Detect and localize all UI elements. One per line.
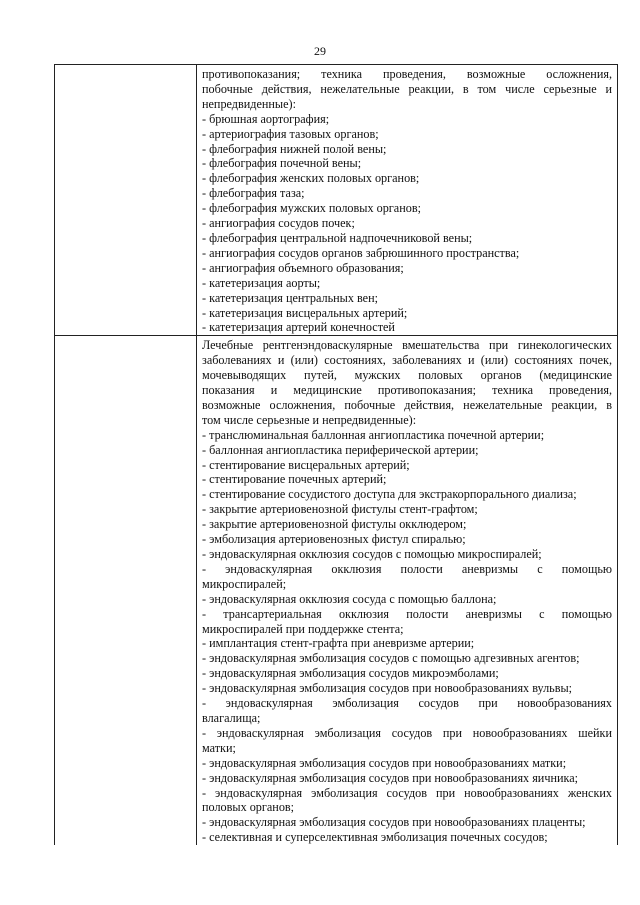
- list-item: - эндоваскулярная окклюзия полости аневризмы с помощью: [202, 561, 612, 576]
- list-item: - эндоваскулярная эмболизация сосудов при новообразованиях плаценты;: [202, 815, 586, 830]
- list-item: - эндоваскулярная эмболизация сосудов при новообразованиях яичника;: [202, 770, 579, 785]
- list-item: - флебография почечной вены;: [202, 156, 362, 171]
- table-row: [55, 65, 618, 336]
- list-item: - катетеризация висцеральных артерий;: [202, 305, 408, 320]
- list-item: - флебография центральной надпочечниковой вены;: [202, 230, 473, 245]
- list-item: - катетеризация артерий конечностей: [202, 320, 395, 335]
- list-item: - закрытие артериовенозной фистулы стент-графтом;: [202, 502, 478, 517]
- right-cell: [197, 65, 618, 336]
- list-item: - стентирование висцеральных артерий;: [202, 457, 410, 472]
- list-item: - эндоваскулярная эмболизация сосудов при новообразованиях шейки: [202, 725, 612, 740]
- left-cell: [55, 65, 197, 336]
- list-item: - баллонная ангиопластика периферической артерии;: [202, 442, 479, 457]
- section2-text: [197, 336, 617, 845]
- list-item: - стентирование почечных артерий;: [202, 472, 387, 487]
- section1-text: [197, 65, 617, 335]
- list-item: - эмболизация артериовенозных фистул спиралью;: [202, 532, 466, 547]
- list-item: - транслюминальная баллонная ангиопластика почечной артерии;: [202, 427, 545, 442]
- text-line: том числе серьезные и непредвиденные):: [202, 412, 417, 427]
- list-item: микроспиралей при поддержке стента;: [202, 621, 404, 636]
- list-item: - эндоваскулярная эмболизация сосудов при новообразованиях матки;: [202, 755, 567, 770]
- list-item: - эндоваскулярная эмболизация сосудов при новообразованиях женских: [202, 785, 612, 800]
- list-item: - катетеризация аорты;: [202, 275, 321, 290]
- list-item: - ангиография сосудов органов забрюшинного пространства;: [202, 245, 520, 260]
- page-number: 29: [314, 44, 326, 58]
- list-item: - трансартериальная окклюзия полости аневризмы с помощью: [202, 606, 612, 621]
- list-item: - ангиография объемного образования;: [202, 260, 404, 275]
- list-item: - брюшная аортография;: [202, 111, 330, 126]
- list-item: - эндоваскулярная эмболизация сосудов микроэмболами;: [202, 666, 499, 681]
- text-line: возможные осложнения, побочные действия, нежелательные реакции, в: [202, 397, 612, 412]
- left-cell: [55, 336, 197, 845]
- content-table: [54, 64, 618, 845]
- table-row: [55, 336, 618, 845]
- list-item: матки;: [202, 740, 236, 755]
- list-item: - катетеризация центральных вен;: [202, 290, 378, 305]
- list-item: - флебография мужских половых органов;: [202, 201, 421, 216]
- list-item: - эндоваскулярная эмболизация сосудов при новообразованиях: [202, 696, 612, 711]
- text-line: побочные действия, нежелательные реакции, в том числе серьезные и: [202, 81, 612, 96]
- list-item: - флебография таза;: [202, 186, 305, 201]
- list-item: - эндоваскулярная окклюзия сосуда с помощью баллона;: [202, 591, 497, 606]
- text-line: показания и медицинские противопоказания; техника проведения,: [202, 383, 612, 398]
- list-item: - флебография нижней полой вены;: [202, 141, 387, 156]
- list-item: влагалища;: [202, 710, 261, 725]
- text-line: непредвиденные):: [202, 96, 296, 111]
- text-line: Лечебные рентгенэндоваскулярные вмешательства при гинекологических: [202, 338, 612, 353]
- list-item: половых органов;: [202, 800, 295, 815]
- list-item: микроспиралей;: [202, 576, 287, 591]
- list-item: - эндоваскулярная эмболизация сосудов при новообразованиях вульвы;: [202, 681, 573, 696]
- right-cell: [197, 336, 618, 845]
- list-item: - эндоваскулярная эмболизация сосудов с помощью адгезивных агентов;: [202, 651, 580, 666]
- text-line: противопоказания; техника проведения, возможные осложнения,: [202, 67, 612, 81]
- list-item: - артериография тазовых органов;: [202, 126, 379, 141]
- text-line: заболеваниях и (или) состояниях, заболеваниях и (или) состояниях почек,: [202, 353, 612, 368]
- list-item: - эндоваскулярная окклюзия сосудов с помощью микроспиралей;: [202, 547, 542, 561]
- list-item: - закрытие артериовенозной фистулы окклюдером;: [202, 517, 467, 532]
- text-line: мочевыводящих путей, мужских половых органов (медицинские: [202, 368, 612, 383]
- list-item: - ангиография сосудов почек;: [202, 216, 355, 231]
- list-item: - имплантация стент-графта при аневризме артерии;: [202, 636, 475, 651]
- list-item: - селективная и суперселективная эмболизация почечных сосудов;: [202, 830, 548, 845]
- list-item: - стентирование сосудистого доступа для экстракорпорального диализа;: [202, 487, 577, 502]
- list-item: - флебография женских половых органов;: [202, 171, 420, 186]
